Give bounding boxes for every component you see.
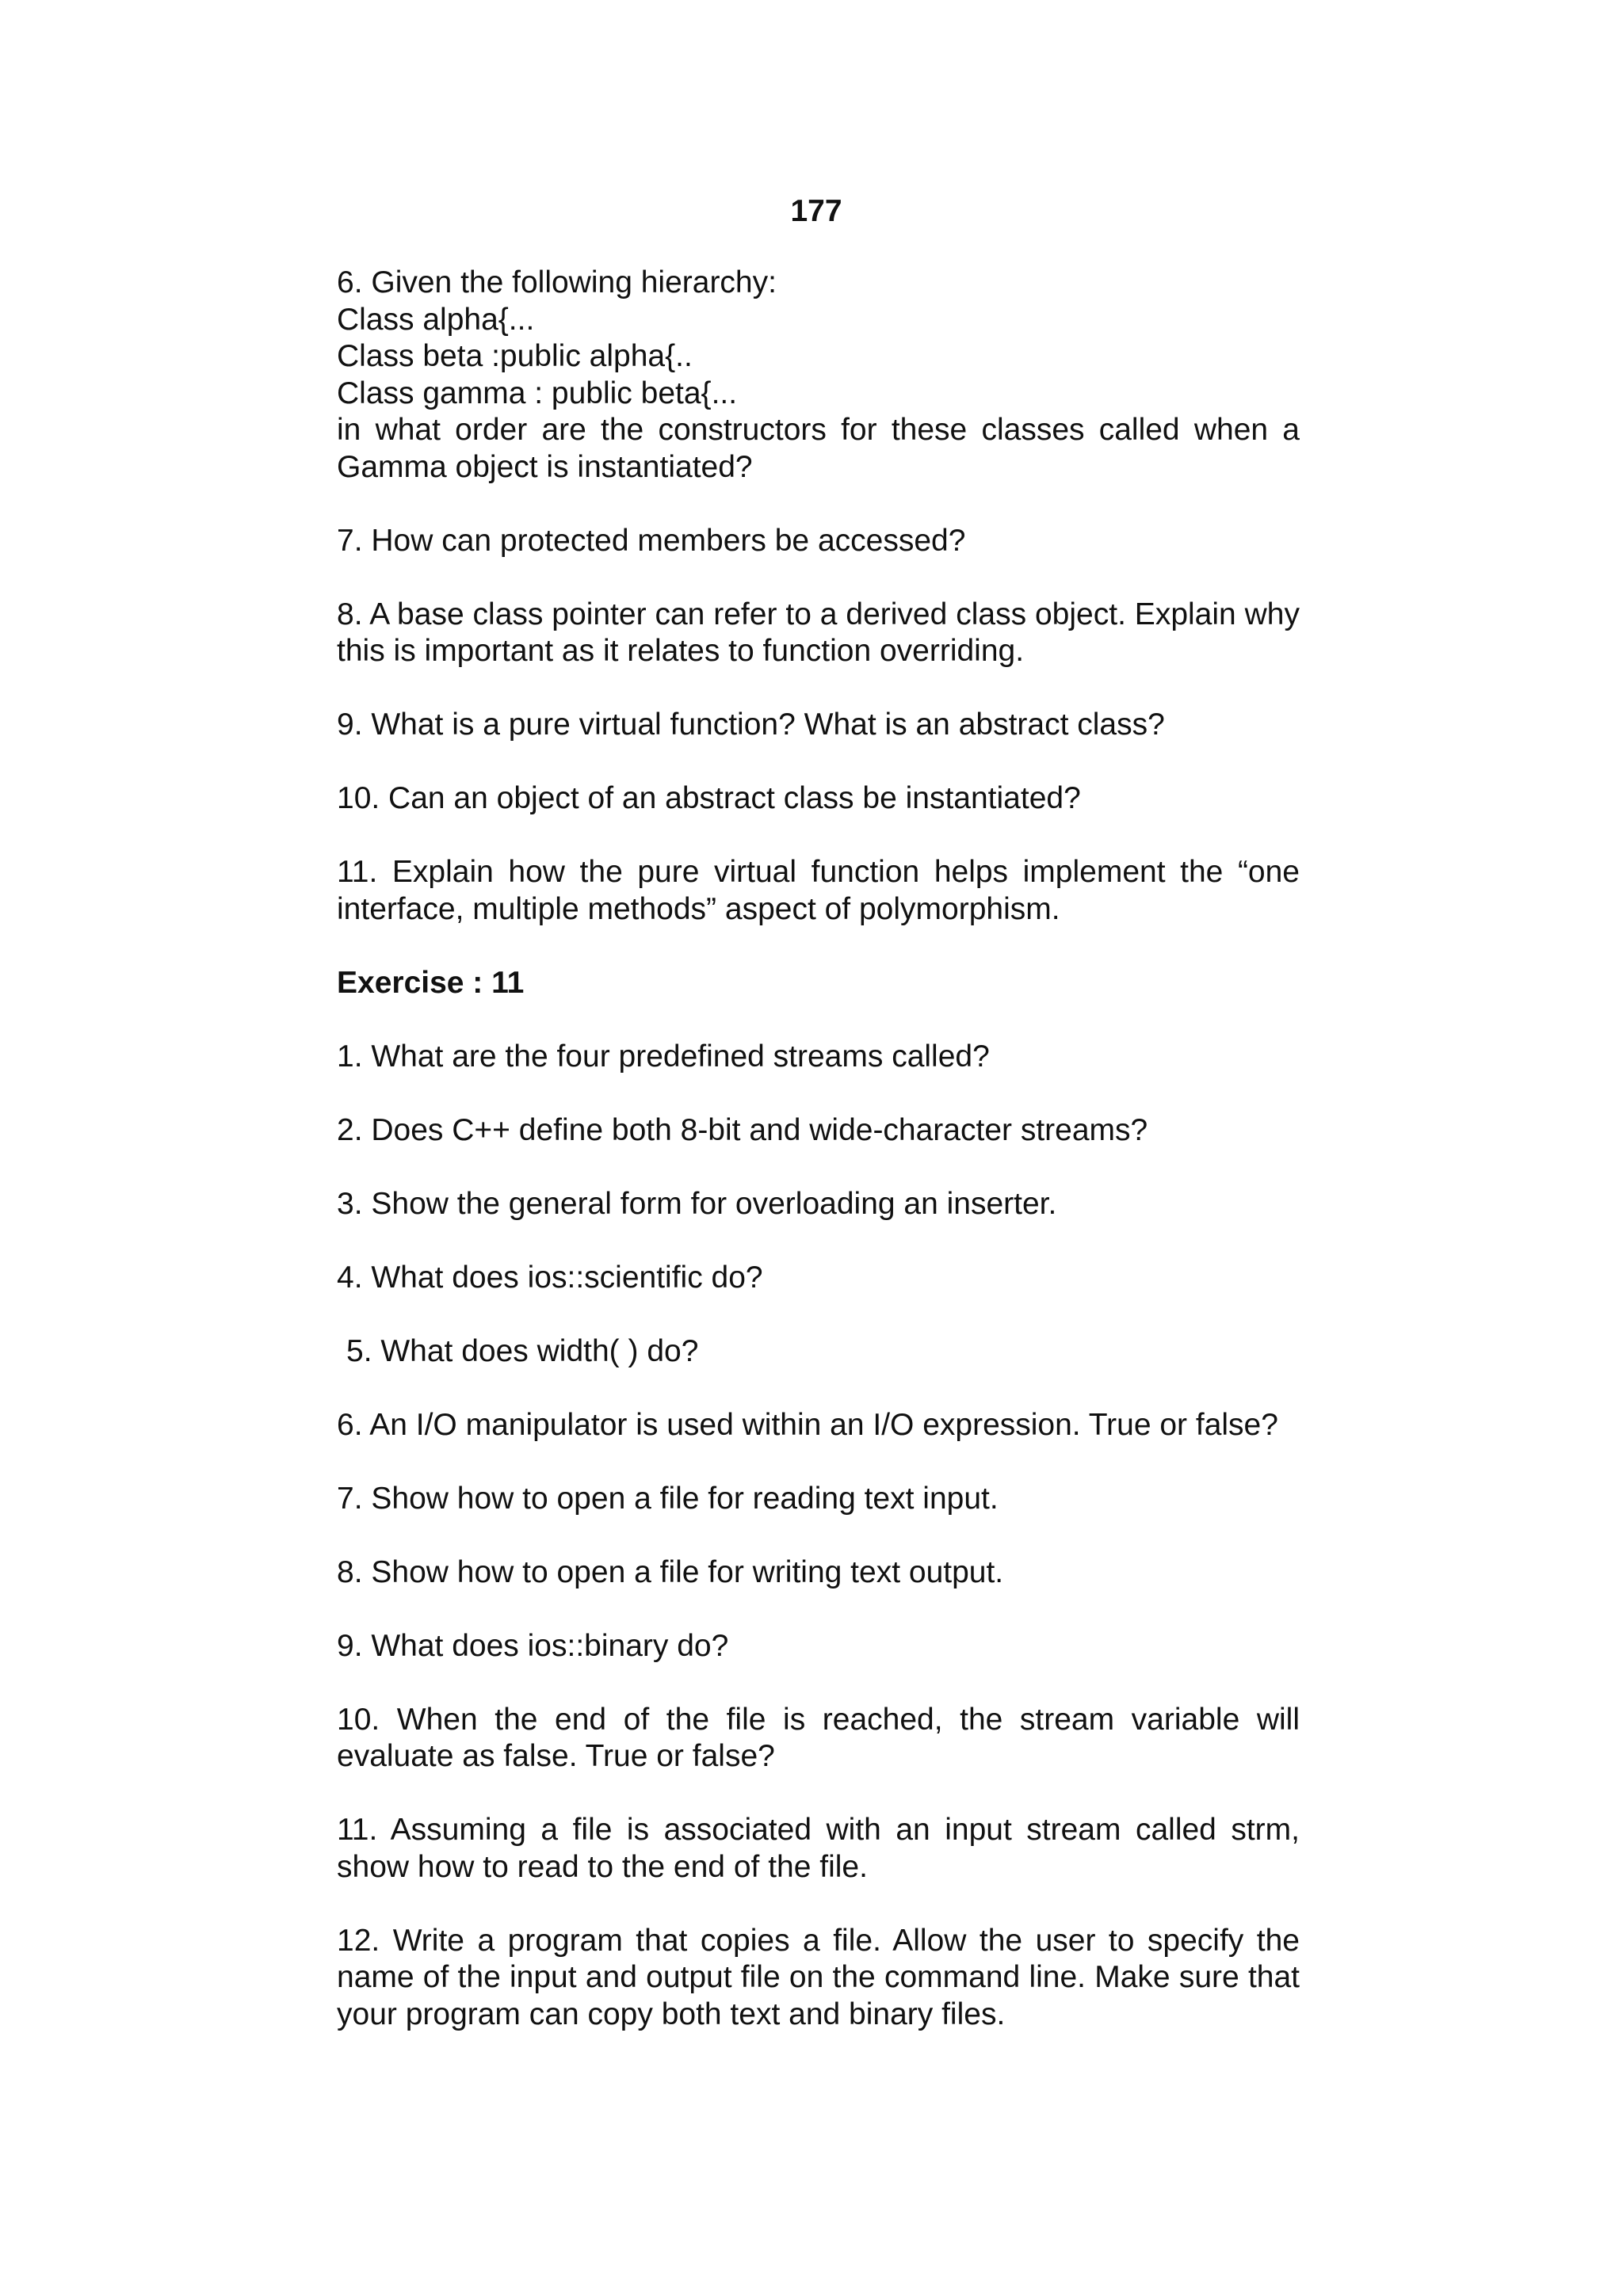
question-6-block <box>337 265 1300 486</box>
exercise-question-1: 1. What are the four predefined streams called? <box>337 1039 990 1074</box>
exercise-question-11: 11. Assuming a file is associated with an input stream called strm, show how to read to the end of the file. <box>337 1813 1300 1884</box>
question-7: 7. How can protected members be accessed? <box>337 523 966 558</box>
exercise-question-5: 5. What does width( ) do? <box>346 1333 699 1368</box>
exercise-question-7: 7. Show how to open a file for reading text input. <box>337 1481 999 1516</box>
code-line-gamma: Class gamma : public beta{... <box>337 376 738 410</box>
question-10: 10. Can an object of an abstract class be instantiated? <box>337 781 1081 815</box>
exercise-question-6: 6. An I/O manipulator is used within an I/O expression. True or false? <box>337 1407 1278 1442</box>
question-6-intro: 6. Given the following hierarchy: <box>337 265 777 299</box>
page-content <box>337 265 1300 2070</box>
exercise-question-2: 2. Does C++ define both 8-bit and wide-character streams? <box>337 1112 1148 1147</box>
code-line-beta: Class beta :public alpha{.. <box>337 339 693 373</box>
exercise-question-3: 3. Show the general form for overloading an inserter. <box>337 1186 1057 1221</box>
code-line-alpha: Class alpha{... <box>337 302 535 337</box>
exercise-question-9: 9. What does ios::binary do? <box>337 1628 729 1663</box>
question-11: 11. Explain how the pure virtual function helps implement the “one interface, multiple methods” aspect of polymorphism. <box>337 855 1300 926</box>
exercise-question-10: 10. When the end of the file is reached, the stream variable will evaluate as false. True or false? <box>337 1702 1300 1773</box>
page-number: 177 <box>790 194 842 228</box>
exercise-question-4: 4. What does ios::scientific do? <box>337 1260 763 1295</box>
exercise-question-12: 12. Write a program that copies a file. Allow the user to specify the name of the input and output file on the command line. Make sure that your program can copy both text and binary files. <box>337 1923 1300 2031</box>
question-9: 9. What is a pure virtual function? What is an abstract class? <box>337 707 1165 742</box>
question-6-text: in what order are the constructors for these classes called when a Gamma object is instantiated? <box>337 413 1300 484</box>
exercise-question-8: 8. Show how to open a file for writing text output. <box>337 1554 1004 1589</box>
question-8: 8. A base class pointer can refer to a derived class object. Explain why this is important as it relates to function overriding. <box>337 597 1300 668</box>
exercise-heading: Exercise : 11 <box>337 965 525 1000</box>
